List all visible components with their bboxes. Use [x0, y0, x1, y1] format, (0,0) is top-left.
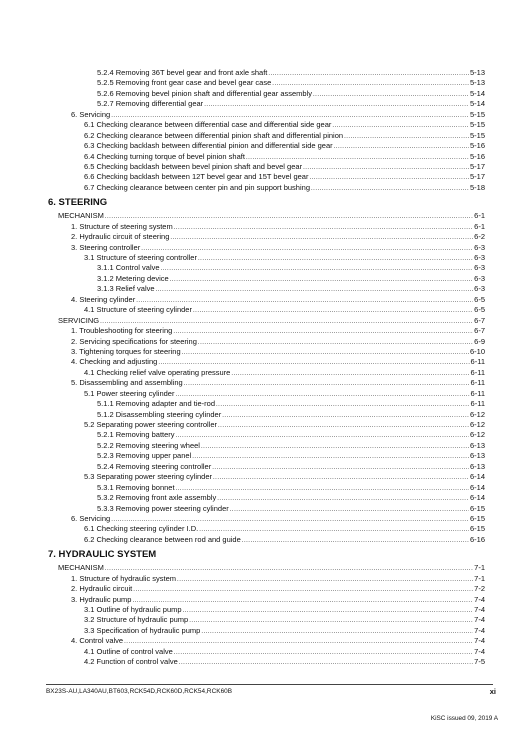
dot-leader [161, 264, 474, 273]
toc-entry[interactable] [58, 110, 485, 120]
dot-leader [198, 338, 473, 347]
page-number: xi [489, 687, 496, 696]
toc-entry[interactable] [58, 535, 485, 545]
toc-entry[interactable] [58, 647, 485, 657]
dot-leader [303, 163, 469, 172]
toc-entry-title: 6.5 Checking backlash between bevel pinion shaft and bevel gear [84, 161, 303, 171]
toc-entry-page: 6-5 [474, 294, 485, 304]
toc-entry-title: 4.2 Function of control valve [84, 657, 178, 667]
issue-note: KiSC issued 09, 2019 A [430, 715, 498, 722]
toc-entry[interactable] [58, 389, 485, 399]
toc-entry-page: 7-4 [474, 646, 485, 656]
toc-entry-page: 6-5 [474, 305, 485, 315]
toc-entry-title: 5. Disassembling and assembling [71, 378, 183, 388]
toc-entry-page: 5-14 [469, 88, 485, 98]
toc-entry-page: 6-14 [469, 482, 485, 492]
dot-leader [201, 442, 469, 451]
toc-entry-title: 4. Control valve [71, 636, 124, 646]
toc-entry-title: 6. Servicing [71, 109, 111, 119]
toc-entry-page: 6-12 [469, 420, 485, 429]
dot-leader [141, 244, 473, 253]
toc-entry-title: 3. Hydraulic pump [71, 594, 132, 604]
toc-entry-page: 6-3 [474, 253, 485, 262]
dot-leader [216, 400, 470, 409]
toc-entry-title: 5.3.3 Removing power steering cylinder [97, 503, 229, 513]
toc-entry-title: 5.2.5 Removing front gear case and bevel gear case [97, 78, 272, 88]
toc-entry-title: 5.1.1 Removing adapter and tie-rod [97, 399, 215, 409]
toc-entry-page: 6-15 [469, 513, 485, 523]
toc-entry-title: 1. Structure of steering system [71, 221, 173, 231]
toc-entry-title: 5.1.2 Disassembling steering cylinder [97, 409, 222, 419]
toc-entry-title: MECHANISM [58, 211, 104, 221]
toc-entry[interactable] [58, 222, 485, 232]
toc-entry-page: 6-7 [474, 315, 485, 325]
toc-entry-page: 6-11 [470, 357, 485, 367]
dot-leader [231, 369, 469, 378]
toc-entry[interactable] [58, 378, 485, 388]
toc-entry[interactable] [58, 462, 485, 472]
toc-entry[interactable] [58, 305, 485, 315]
toc-entry[interactable] [58, 504, 485, 514]
toc-entry-page: 7-2 [474, 584, 485, 594]
toc-entry-title: 5.2.1 Removing battery [97, 430, 175, 440]
toc-entry[interactable] [58, 615, 485, 625]
toc-entry-title: 6.2 Checking clearance between rod and guide [84, 534, 241, 544]
toc-entry[interactable] [58, 274, 485, 284]
toc-entry[interactable] [58, 563, 485, 573]
toc-entry-title: 6. Servicing [71, 513, 111, 523]
dot-leader [173, 327, 473, 336]
toc-entry-page: 5-14 [469, 99, 485, 109]
toc-entry-title: 5.2.2 Removing steering wheel [97, 440, 200, 450]
dot-leader [179, 658, 473, 667]
footer-divider [46, 684, 493, 685]
dot-leader [176, 484, 469, 493]
toc-entry-title: 4.1 Structure of steering cylinder [84, 305, 192, 315]
toc-entry-title: 2. Hydraulic circuit [71, 584, 133, 594]
toc-entry[interactable] [58, 574, 485, 584]
toc-entry-page: 6-3 [474, 284, 485, 294]
toc-entry-title: 3. Steering controller [71, 242, 141, 252]
toc-entry-title: 5.2.4 Removing steering controller [97, 461, 212, 471]
toc-entry-page: 6-3 [474, 242, 485, 252]
toc-entry-title: 3.1 Outline of hydraulic pump [84, 605, 182, 614]
toc-entry-page: 6-1 [474, 211, 485, 221]
dot-leader [344, 132, 469, 141]
dot-leader [105, 212, 473, 221]
toc-entry[interactable] [58, 162, 485, 172]
toc-entry[interactable] [58, 263, 485, 273]
dot-leader [334, 142, 469, 151]
toc-entry-page: 7-4 [474, 636, 485, 646]
toc-entry-title: 6.4 Checking turning torque of bevel pinion shaft [84, 151, 245, 161]
toc-entry[interactable] [58, 131, 485, 141]
dot-leader [309, 173, 469, 182]
toc-entry[interactable] [58, 584, 485, 594]
dot-leader [204, 100, 469, 109]
toc-entry-title: 6.3 Checking backlash between differential pinion and differential side gear [84, 141, 333, 151]
toc-entry-title: 2. Servicing specifications for steering [71, 336, 197, 346]
dot-leader [242, 536, 469, 545]
toc-entry-title: SERVICING [58, 315, 100, 325]
toc-entry[interactable] [58, 326, 485, 336]
toc-entry-title: 5.2.4 Removing 36T bevel gear and front axle shaft [97, 68, 268, 77]
toc-entry[interactable] [58, 78, 485, 88]
toc-entry[interactable] [58, 483, 485, 493]
toc-entry[interactable] [58, 514, 485, 524]
toc-entry-page: 5-18 [469, 182, 485, 192]
dot-leader [175, 390, 469, 399]
toc-entry-title: 4.1 Outline of control valve [84, 646, 173, 656]
dot-leader [100, 317, 473, 326]
dot-leader [124, 637, 473, 646]
toc-entry[interactable] [58, 441, 485, 451]
toc-entry[interactable] [58, 368, 485, 378]
dot-leader [132, 596, 473, 605]
section-heading: 6. STEERING [48, 197, 108, 209]
toc-entry[interactable] [58, 657, 485, 667]
toc-entry-page: 7-1 [474, 573, 485, 583]
toc-entry[interactable] [58, 172, 485, 182]
toc-entry-title: 1. Structure of hydraulic system [71, 573, 177, 583]
toc-entry[interactable] [58, 89, 485, 99]
toc-entry-title: 5.3.1 Removing bonnet [97, 482, 175, 492]
toc-entry-page: 6-11 [470, 378, 485, 388]
table-of-contents [48, 68, 485, 668]
dot-leader [193, 306, 473, 315]
toc-entry-title: 3.1.2 Metering device [97, 273, 169, 283]
toc-entry-page: 6-16 [469, 534, 485, 544]
toc-entry[interactable] [58, 337, 485, 347]
toc-entry[interactable] [58, 472, 485, 482]
toc-entry-page: 6-12 [469, 430, 485, 440]
toc-entry-page: 6-1 [474, 221, 485, 231]
dot-leader [268, 69, 469, 78]
dot-leader [311, 184, 469, 193]
toc-entry[interactable] [58, 316, 485, 326]
toc-entry-title: 4. Checking and adjusting [71, 357, 158, 367]
toc-entry-title: 6.6 Checking backlash between 12T bevel gear and 15T bevel gear [84, 172, 309, 182]
toc-entry-page: 7-4 [474, 625, 485, 635]
dot-leader [177, 575, 473, 584]
toc-entry[interactable] [58, 211, 485, 221]
dot-leader [201, 627, 473, 636]
toc-entry-title: 4. Steering cylinder [71, 294, 136, 304]
toc-entry[interactable] [58, 183, 485, 193]
toc-entry[interactable] [58, 524, 485, 534]
toc-entry-page: 7-4 [474, 605, 485, 614]
toc-entry[interactable] [58, 141, 485, 151]
dot-leader [230, 505, 469, 514]
toc-entry-page: 6-14 [469, 493, 485, 503]
toc-entry[interactable] [58, 420, 485, 430]
toc-entry-title: 3.1.1 Control valve [97, 263, 160, 273]
toc-entry-page: 5-16 [469, 151, 485, 161]
toc-entry[interactable] [58, 99, 485, 109]
toc-entry-title: 6.1 Checking clearance between differential case and differential side gear [84, 120, 332, 130]
toc-entry-title: 3. Tightening torques for steering [71, 346, 181, 356]
dot-leader [105, 564, 473, 573]
dot-leader [170, 275, 473, 284]
toc-entry-title: 5.2.3 Removing upper panel [97, 451, 192, 461]
toc-entry-title: 1. Troubleshooting for steering [71, 326, 173, 336]
toc-entry-page: 6-13 [469, 461, 485, 471]
dot-leader [198, 254, 473, 263]
dot-leader [213, 473, 469, 482]
toc-entry[interactable] [58, 357, 485, 367]
dot-leader [313, 90, 469, 99]
toc-entry[interactable] [58, 232, 485, 242]
toc-entry-title: 5.2 Separating power steering controller [84, 420, 217, 429]
toc-entry[interactable] [58, 120, 485, 130]
dot-leader [199, 525, 469, 534]
toc-entry-page: 5-15 [469, 120, 485, 130]
dot-leader [192, 452, 469, 461]
toc-entry-title: 5.2.6 Removing bevel pinion shaft and differential gear assembly [97, 88, 312, 98]
toc-entry-page: 5-16 [469, 141, 485, 151]
toc-entry-page: 6-2 [474, 232, 485, 242]
toc-entry-page: 6-13 [469, 451, 485, 461]
toc-entry-title: 6.2 Checking clearance between differential pinion shaft and differential pinion [84, 130, 344, 140]
dot-leader [111, 515, 469, 524]
toc-entry-page: 5-13 [469, 68, 485, 77]
dot-leader [246, 153, 469, 162]
toc-entry-title: 4.1 Checking relief valve operating pressure [84, 367, 231, 377]
toc-entry-page: 6-15 [469, 503, 485, 513]
toc-entry-page: 6-11 [470, 367, 485, 377]
dot-leader [136, 296, 473, 305]
toc-entry-page: 6-13 [469, 440, 485, 450]
toc-entry-page: 6-7 [474, 326, 485, 336]
toc-entry-page: 6-3 [474, 263, 485, 273]
toc-entry-title: 6.1 Checking steering cylinder I.D. [84, 524, 199, 534]
toc-entry[interactable] [58, 410, 485, 420]
toc-entry-page: 6-11 [470, 388, 485, 398]
toc-entry-page: 5-15 [469, 109, 485, 119]
toc-entry[interactable] [58, 68, 485, 78]
toc-entry-title: 5.3.2 Removing front axle assembly [97, 493, 217, 503]
dot-leader [222, 411, 469, 420]
toc-entry-page: 5-13 [469, 78, 485, 88]
toc-entry-title: 3.1 Structure of steering controller [84, 253, 197, 262]
dot-leader [183, 606, 474, 615]
toc-entry-page: 7-5 [474, 657, 485, 667]
toc-entry-page: 5-15 [469, 130, 485, 140]
toc-entry[interactable] [58, 636, 485, 646]
dot-leader [156, 285, 474, 294]
toc-entry-title: 2. Hydraulic circuit of steering [71, 232, 170, 242]
toc-entry-title: 3.3 Specification of hydraulic pump [84, 625, 201, 635]
toc-entry-title: 5.3 Separating power steering cylinder [84, 472, 212, 482]
toc-entry-page: 6-3 [474, 273, 485, 283]
dot-leader [272, 79, 469, 88]
toc-entry-page: 7-1 [474, 563, 485, 573]
dot-leader [174, 223, 473, 232]
toc-entry[interactable] [58, 451, 485, 461]
dot-leader [111, 111, 469, 120]
toc-entry-page: 6-11 [470, 399, 485, 409]
toc-entry-page: 5-17 [469, 172, 485, 182]
toc-entry[interactable] [58, 595, 485, 605]
dot-leader [176, 431, 469, 440]
dot-leader [182, 348, 469, 357]
toc-entry[interactable] [58, 295, 485, 305]
toc-entry-page: 6-10 [469, 346, 485, 356]
toc-entry-title: 6.7 Checking clearance between center pin and pin support bushing [84, 182, 310, 192]
toc-entry-title: 3.2 Structure of hydraulic pump [84, 615, 189, 625]
dot-leader [184, 379, 470, 388]
toc-entry[interactable] [58, 605, 485, 615]
toc-entry-page: 7-4 [474, 594, 485, 604]
toc-entry-page: 5-17 [469, 161, 485, 171]
toc-entry-page: 6-15 [469, 524, 485, 534]
dot-leader [218, 421, 469, 430]
toc-entry-title: 3.1.3 Relief valve [97, 284, 155, 294]
toc-entry-page: 6-9 [474, 336, 485, 346]
toc-entry-page: 7-4 [474, 615, 485, 625]
dot-leader [217, 494, 469, 503]
dot-leader [332, 121, 469, 130]
toc-entry[interactable] [58, 253, 485, 263]
toc-entry[interactable] [58, 243, 485, 253]
section-heading: 7. HYDRAULIC SYSTEM [48, 549, 157, 561]
toc-entry-page: 6-12 [469, 409, 485, 419]
toc-entry[interactable] [58, 152, 485, 162]
dot-leader [174, 648, 473, 657]
dot-leader [158, 358, 469, 367]
toc-entry-page: 6-14 [469, 472, 485, 482]
dot-leader [170, 233, 473, 242]
toc-entry-title: 5.2.7 Removing differential gear [97, 99, 204, 109]
toc-entry[interactable] [58, 493, 485, 503]
dot-leader [212, 463, 469, 472]
dot-leader [189, 616, 473, 625]
toc-entry-title: MECHANISM [58, 563, 104, 573]
toc-entry[interactable] [58, 284, 485, 294]
toc-entry[interactable] [58, 430, 485, 440]
toc-entry[interactable] [58, 399, 485, 409]
dot-leader [133, 585, 473, 594]
footer-model-list: BX23S-AU,LA340AU,BT603,RCK54D,RCK60D,RCK54,RCK60B [46, 688, 233, 695]
toc-entry[interactable] [58, 626, 485, 636]
toc-entry-title: 5.1 Power steering cylinder [84, 388, 175, 398]
toc-entry[interactable] [58, 347, 485, 357]
